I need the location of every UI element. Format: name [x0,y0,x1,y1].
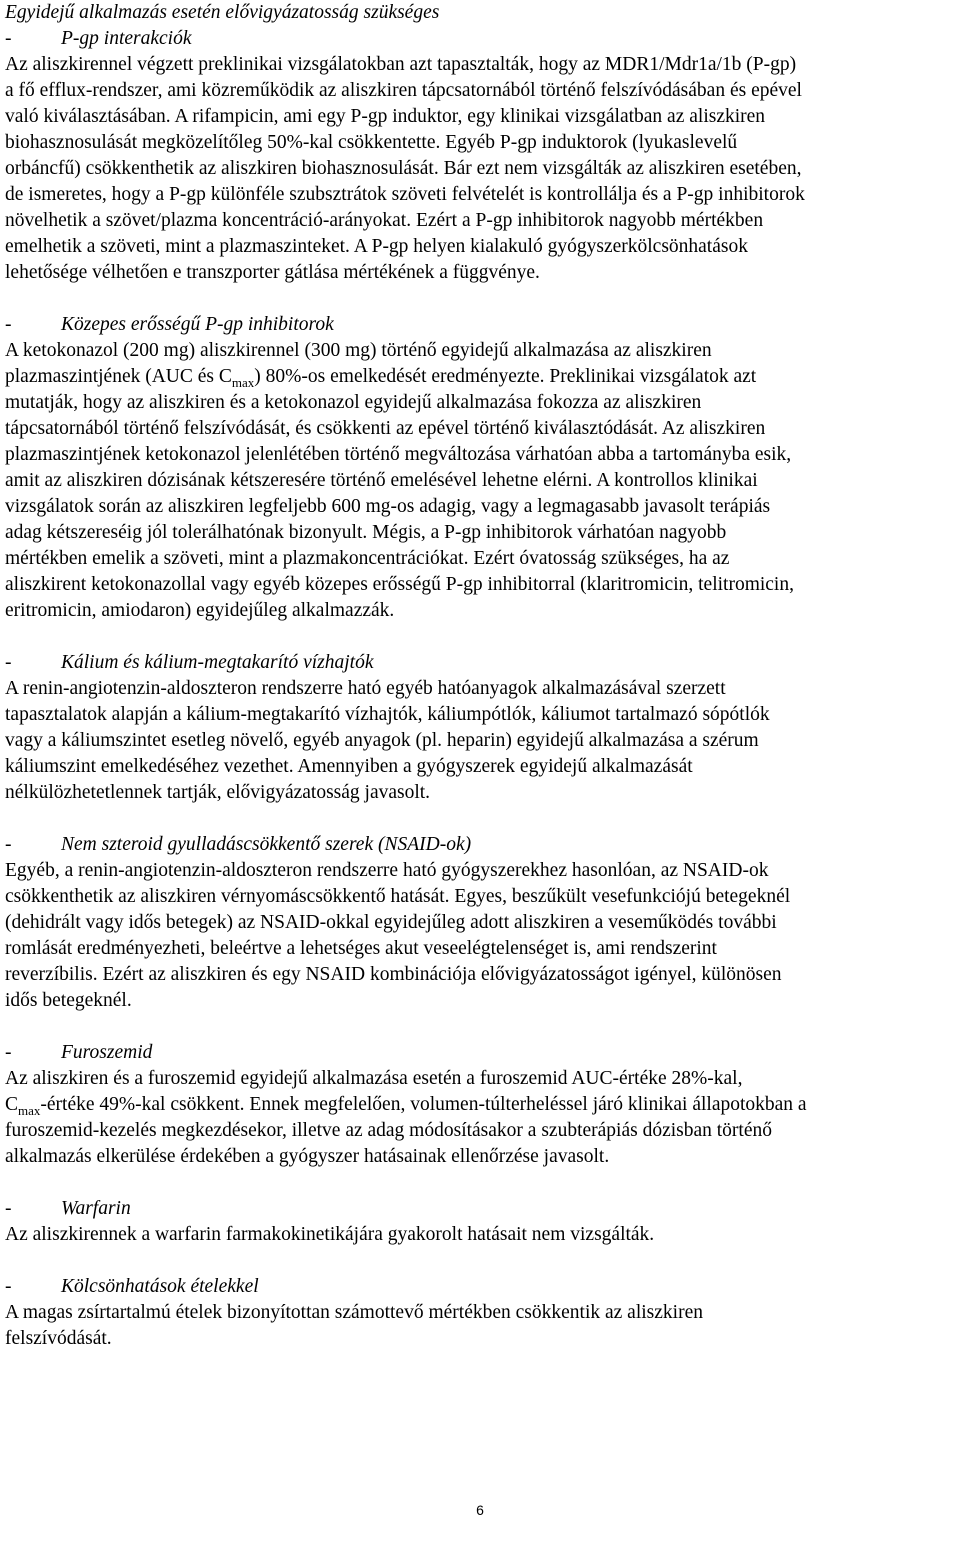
text-line: Az aliszkirennek a warfarin farmakokinetikájára gyakorolt hatásait nem vizsgálták. [5,1224,655,1245]
section-food-interactions [5,1274,955,1352]
section-title [5,1196,955,1222]
section-body [5,338,955,624]
section-title-text: Furoszemid [61,1042,153,1063]
section-gap [5,1170,955,1196]
section-dash: - [5,1276,12,1297]
section-pgp-interactions [5,26,955,286]
text-line: vizsgálatok során az aliszkiren legfeljebb 600 mg-os adagig, vagy a legmagasabb javasolt terápiás [5,496,771,517]
section-title [5,832,955,858]
section-dash: - [5,652,12,673]
section-moderate-pgp-inhibitors [5,312,955,624]
section-title [5,650,955,676]
text-fragment: ) 80%-os emelkedését eredményezte. Preklinikai vizsgálatok azt [254,366,757,387]
text-line: Egyéb, a renin-angiotenzin-aldoszteron rendszerre ható gyógyszerekhez hasonlóan, az NSAID-ok [5,860,769,881]
text-line: romlását eredményezheti, beleértve a lehetséges akut veseelégtelenséget is, ami rendszerint [5,938,717,959]
section-title-text: Nem szteroid gyulladáscsökkentő szerek (NSAID-ok) [61,834,472,855]
section-furosemide [5,1040,955,1170]
section-body [5,858,955,1014]
text-line: A renin-angiotenzin-aldoszteron rendszerre ható egyéb hatóanyagok alkalmazásával szerzett [5,678,726,699]
section-title-text: Warfarin [61,1198,131,1219]
section-title [5,1040,955,1066]
section-title-text: Közepes erősségű P-gp inhibitorok [61,314,334,335]
section-warfarin [5,1196,955,1248]
section-body [5,1066,955,1170]
subscript-max: max [18,1102,41,1118]
text-line: káliumszint emelkedéséhez vezethet. Amennyiben a gyógyszerek egyidejű alkalmazását [5,756,693,777]
section-title [5,1274,955,1300]
text-line: mutatják, hogy az aliszkiren és a ketokonazol egyidejű alkalmazása fokozza az aliszkiren [5,392,702,413]
section-body [5,676,955,806]
text-line: vagy a káliumszintet esetleg növelő, egyéb anyagok (pl. heparin) egyidejű alkalmazása a szérum [5,730,759,751]
text-line: nélkülözhetetlennek tartják, elővigyázatosság javasolt. [5,782,431,803]
section-title [5,26,955,52]
document-page [5,0,955,1352]
section-title-text: Kálium és kálium-megtakarító vízhajtók [61,652,374,673]
text-line: eritromicin, amiodaron) egyidejűleg alkalmazzák. [5,600,395,621]
text-line: amit az aliszkiren dózisának kétszeresére történő emelésével lehetne elérni. A kontrollos klinikai [5,470,758,491]
text-line: plazmaszintjének ketokonazol jelenlétében történő megváltozása várhatóan abba a tartományba esik, [5,444,792,465]
text-line-with-subscript [5,364,955,390]
text-line: reverzíbilis. Ezért az aliszkiren és egy NSAID kombinációja elővigyázatosságot igényel, különösen [5,964,782,985]
section-title [5,312,955,338]
text-line: csökkenthetik az aliszkiren vérnyomáscsökkentő hatását. Egyes, beszűkült vesefunkciójú betegeknél [5,886,791,907]
text-line: emelhetik a szöveti, mint a plazmaszinteket. A P-gp helyen kialakuló gyógyszerkölcsönhatások [5,236,748,257]
text-fragment: -értéke 49%-kal csökkent. Ennek megfelelően, volumen-túlterheléssel járó klinikai állapotokban a [40,1094,807,1115]
section-body [5,1300,955,1352]
section-gap [5,1248,955,1274]
section-dash: - [5,28,12,49]
text-line: de ismeretes, hogy a P-gp különféle szubsztrátok szöveti felvételét is kontrollálja és a P-gp inhibitorok [5,184,805,205]
text-line: (dehidrált vagy idős betegek) az NSAID-okkal egyidejűleg adott aliszkiren a veseműködés további [5,912,777,933]
section-title-text: Kölcsönhatások ételekkel [61,1276,259,1297]
section-gap [5,1014,955,1040]
text-line: biohasznosulását megközelítőleg 50%-kal csökkentette. Egyéb P-gp induktorok (lyukaslevelű [5,132,738,153]
section-dash: - [5,1042,12,1063]
text-fragment: plazmaszintjének (AUC és C [5,366,232,387]
text-line: Az aliszkirennel végzett preklinikai vizsgálatokban azt tapasztalták, hogy az MDR1/Mdr1a/1b (P-gp) [5,54,797,75]
text-line: idős betegeknél. [5,990,132,1011]
text-line: A ketokonazol (200 mg) aliszkirennel (300 mg) történő egyidejű alkalmazása az aliszkiren [5,340,712,361]
section-dash: - [5,1198,12,1219]
text-line: orbáncfű) csökkenthetik az aliszkiren biohasznosulását. Bár ezt nem vizsgálták az aliszkiren esetében, [5,158,802,179]
section-gap [5,806,955,832]
text-line: alkalmazás elkerülése érdekében a gyógyszer hatásainak ellenőrzése javasolt. [5,1146,610,1167]
section-dash: - [5,834,12,855]
text-line: A magas zsírtartalmú ételek bizonyítottan számottevő mértékben csökkentik az aliszkiren [5,1302,703,1323]
text-fragment: C [5,1094,19,1115]
text-line: furoszemid-kezelés megkezdésekor, illetve az adag módosításakor a szubterápiás dózisban történő [5,1120,773,1141]
text-line: adag kétszereséig jól tolerálhatónak bizonyult. Mégis, a P-gp inhibitorok várhatóan nagyobb [5,522,727,543]
text-line: a fő efflux-rendszer, ami közreműködik az aliszkiren tápcsatornából történő felszívódásában és epével [5,80,802,101]
section-gap [5,624,955,650]
text-line: aliszkirent ketokonazollal vagy egyéb közepes erősségű P-gp inhibitorral (klaritromicin, telitromicin, [5,574,794,595]
document-heading: Egyidejű alkalmazás esetén elővigyázatosság szükséges [5,2,440,23]
text-line: növelhetik a szövet/plazma koncentráció-arányokat. Ezért a P-gp inhibitorok nagyobb mértékben [5,210,764,231]
text-line: tápcsatornából történő felszívódását, és csökkenti az epével történő kiválasztódását. Az aliszkiren [5,418,766,439]
text-line: lehetősége vélhetően e transzporter gátlása mértékének a függvénye. [5,262,540,283]
section-potassium [5,650,955,806]
text-line: Az aliszkiren és a furoszemid egyidejű alkalmazása esetén a furoszemid AUC-értéke 28%-kal, [5,1068,743,1089]
section-title-text: P-gp interakciók [61,28,192,49]
text-line: mértékben emelik a szöveti, mint a plazmakoncentrációkat. Ezért óvatosság szükséges, ha az [5,548,730,569]
section-body [5,52,955,286]
section-gap [5,286,955,312]
subscript-max: max [231,374,255,390]
section-dash: - [5,314,12,335]
text-line: felszívódását. [5,1328,112,1349]
text-line: tapasztalatok alapján a kálium-megtakarító vízhajtók, káliumpótlók, káliumot tartalmazó sópótlók [5,704,770,725]
text-line-with-subscript [5,1092,955,1118]
text-line: való kiválasztásában. A rifampicin, ami egy P-gp induktor, egy klinikai vizsgálatban az aliszkiren [5,106,766,127]
section-nsaid [5,832,955,1014]
section-body [5,1222,955,1248]
page-number: 6 [476,1502,484,1518]
